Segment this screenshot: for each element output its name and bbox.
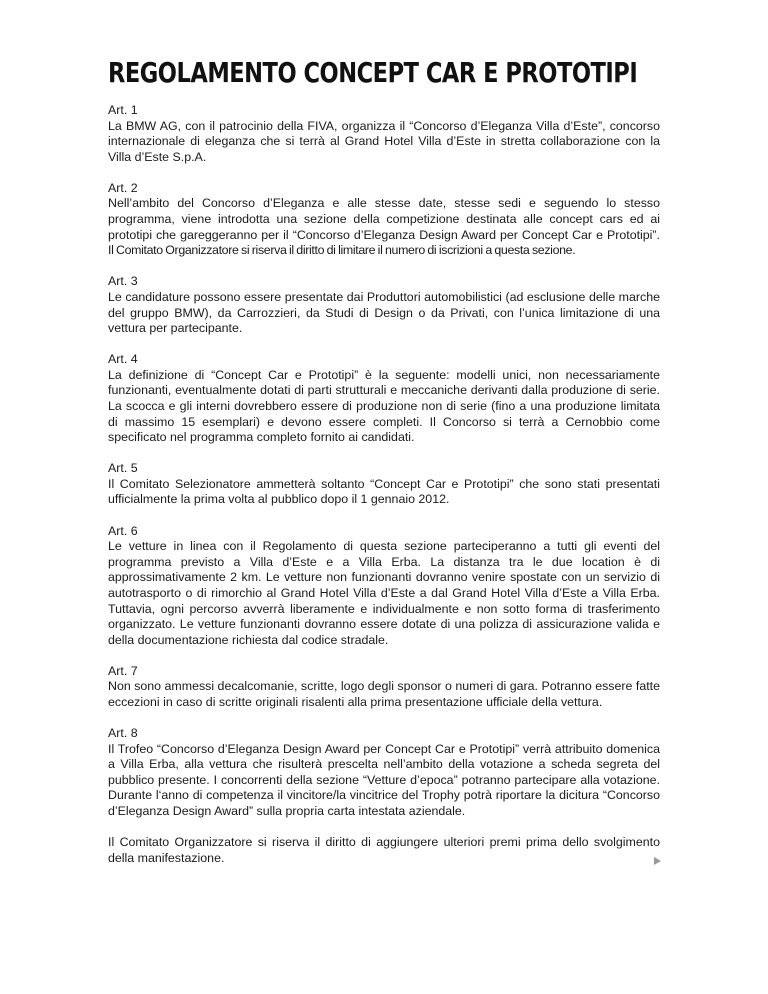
- article-heading: Art. 4: [108, 352, 138, 367]
- article-3: [108, 274, 660, 336]
- closing-paragraph: [108, 835, 660, 866]
- article-text: [108, 196, 660, 258]
- article-8: [108, 726, 660, 820]
- document-page: [108, 56, 660, 866]
- article-heading: Art. 7: [108, 663, 138, 678]
- article-heading: Art. 6: [108, 523, 138, 538]
- article-7: [108, 664, 660, 711]
- article-heading: Art. 1: [108, 103, 138, 117]
- article-text: La BMW AG, con il patrocinio della FIVA, organizza il “Concorso d’Eleganza Villa d’Este”, concorso internazionale di eleganza che si terrà al Grand Hotel Villa d’Este in stretta collaborazione con la Villa d’Este S.p.A.: [108, 118, 660, 164]
- article-text-part: Il Comitato Organizzatore si riserva il diritto di limitare il numero di iscrizioni a questa sezione.: [108, 243, 576, 258]
- article-heading: Art. 3: [108, 274, 138, 289]
- article-heading: Art. 8: [108, 726, 138, 741]
- article-5: [108, 461, 660, 508]
- article-text: Il Comitato Selezionatore ammetterà soltanto “Concept Car e Prototipi” che sono stati presentati ufficialmente la prima volta al pubblico dopo il 1 gennaio 2012.: [108, 476, 660, 507]
- article-6: [108, 524, 660, 649]
- article-text: Le vetture in linea con il Regolamento di questa sezione parteciperanno a tutti gli eventi del programma previsto a Villa d’Este e a Villa Erba. La distanza tra le due location è di approssimativamente 2 km. Le vetture non funzionanti dovranno venire spostate con un servizio di autotrasporto o di rimorchio al Grand Hotel Villa d’Este a dal Grand Hotel Villa d’Este a Villa Erba. Tuttavia, ogni percorso avverrà liberamente e individualmente e non sotto forma di trasferimento organizzato. Le vetture funzionanti dovranno essere dotate di una polizza di assicurazione valida e della documentazione richiesta dal codice stradale.: [108, 539, 660, 647]
- article-text: Il Trofeo “Concorso d’Eleganza Design Award per Concept Car e Prototipi” verrà attribuito domenica a Villa Erba, alla vettura che risulterà prescelta nell’ambito della votazione a scheda segreta del pubblico presente. I concorrenti della sezione “Vetture d’epoca” potranno partecipare alla votazione. Durante l‘anno di competenza il vincitore/la vincitrice del Trophy potrà riportare la dicitura “Concorso d’Eleganza Design Award” sulla propria carta intestata aziendale.: [108, 741, 660, 819]
- article-1: [108, 103, 660, 165]
- article-text: La definizione di “Concept Car e Prototipi” è la seguente: modelli unici, non necessariamente funzionanti, eventualmente dotati di parti strutturali e meccaniche derivanti dalla produzione di serie. La scocca e gli interni dovrebbero essere di produzione non di serie (fino a una produzione limitata di massimo 15 esemplari) e devono essere completi. Il Concorso si terrà a Cernobbio come specificato nel programma completo fornito ai candidati.: [108, 367, 660, 445]
- article-text: Le candidature possono essere presentate dai Produttori automobilistici (ad esclusione delle marche del gruppo BMW), da Carrozzieri, da Studi di Design o da Privati, con l’unica limitazione di una vettura per partecipante.: [108, 289, 660, 336]
- closing-text: Il Comitato Organizzatore si riserva il diritto di aggiungere ulteriori premi prima dello svolgimento della manifestazione.: [108, 835, 660, 865]
- article-heading: Art. 2: [108, 180, 138, 195]
- article-text: Non sono ammessi decalcomanie, scritte, logo degli sponsor o numeri di gara. Potranno essere fatte eccezioni in caso di scritte originali risalenti alla prima presentazione ufficiale della vettura.: [108, 679, 660, 709]
- article-4: [108, 352, 660, 446]
- article-heading: Art. 5: [108, 461, 138, 476]
- page-title: REGOLAMENTO CONCEPT CAR E PROTOTIPI: [108, 57, 638, 89]
- article-2: [108, 181, 660, 259]
- article-text-part: Nell’ambito del Concorso d’Eleganza e alle stesse date, stesse sedi e seguendo lo stesso programma, viene introdotta una sezione della competizione destinata alle concept cars ed ai prototipi che gareggeranno per il “Concorso d’Eleganza Design Award per Concept Car e Prototipi”.: [108, 196, 660, 242]
- triangle-right-icon: [654, 857, 661, 865]
